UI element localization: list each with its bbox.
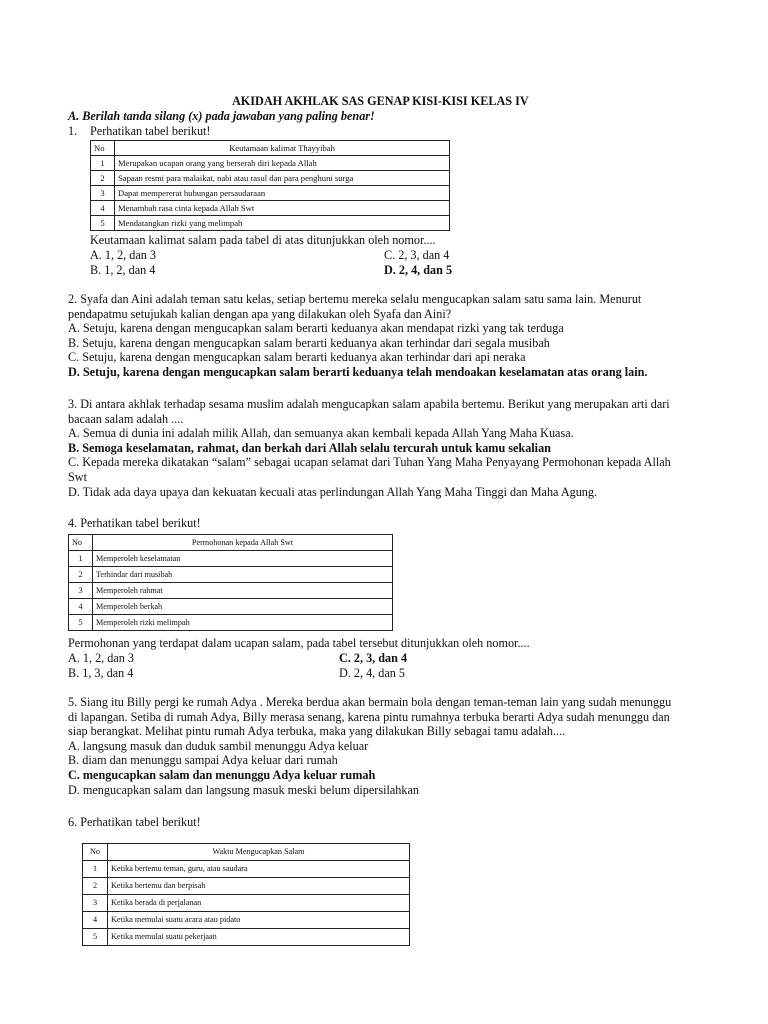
- q2-text-line: pendapatmu setujukah kalian dengan apa yang dilakukan oleh Syafa dan Aini?: [68, 306, 452, 321]
- instruction: A. Berilah tanda silang (x) pada jawaban yang paling benar!: [68, 109, 375, 123]
- table-row: [83, 895, 410, 912]
- table-header-row: [83, 844, 410, 861]
- table-cell-text: Merupakan ucapan orang yang berserah diri kepada Allah: [115, 156, 450, 171]
- q5-option-a: A. langsung masuk dan duduk sambil menunggu Adya keluar: [68, 738, 369, 753]
- q3-option-c-cont: Swt: [68, 469, 87, 484]
- table-cell-text: Ketika berada di perjalanan: [108, 895, 410, 912]
- table-cell-no: 4: [91, 201, 115, 216]
- table-cell-text: Ketika memulai suatu pekerjaan: [108, 929, 410, 946]
- table-cell-text: Menambah rasa cinta kepada Allah Swt: [115, 201, 450, 216]
- table-cell-no: 4: [83, 912, 108, 929]
- q4-prompt: 4. Perhatikan tabel berikut!: [68, 516, 201, 530]
- table-row: [91, 201, 450, 216]
- table-row: [91, 186, 450, 201]
- q4-option-c-answer: C. 2, 3, dan 4: [339, 651, 408, 665]
- table-row: [91, 171, 450, 186]
- q4-option-b: B. 1, 3, dan 4: [68, 666, 134, 680]
- table-cell-no: 5: [83, 929, 108, 946]
- table-cell-no: 5: [69, 615, 93, 631]
- q4-option-a: A. 1, 2, dan 3: [68, 651, 135, 665]
- question-3: [68, 397, 698, 499]
- table-row: [83, 929, 410, 946]
- q5-text-line: siap berangkat. Melihat pintu rumah Adya terbuka, maka yang dilakukan Billy sebagai tamu adalah....: [68, 724, 566, 739]
- table-cell-no: 3: [91, 186, 115, 201]
- q1-option-a: A. 1, 2, dan 3: [90, 248, 157, 262]
- q5-option-c-answer: C. mengucapkan salam dan menunggu Adya keluar rumah: [68, 767, 376, 782]
- table-row: [69, 615, 393, 631]
- q1-number: 1.: [68, 124, 78, 138]
- q5-text-line: 5. Siang itu Billy pergi ke rumah Adya . Mereka berdua akan bermain bola dengan teman-teman lain yang sudah menunggu: [68, 695, 672, 709]
- q4-table: [68, 534, 393, 631]
- table-cell-text: Sapaan resmi para malaikat, nabi atau rasul dan para penghuni surga: [115, 171, 450, 186]
- q5-text-line: di lapangan. Setiba di rumah Adya, Billy merasa senang, karena pintu rumahnya terbuka berarti Adya sudah menunggu dan: [68, 709, 670, 724]
- q1-prompt: Perhatikan tabel berikut!: [90, 124, 211, 138]
- q4-question: Permohonan yang terdapat dalam ucapan salam, pada tabel tersebut ditunjukkan oleh nomor....: [68, 636, 530, 650]
- q2-option-b: B. Setuju, karena dengan mengucapkan salam berarti keduanya akan terhindar dari segala musibah: [68, 335, 550, 350]
- table-cell-no: 1: [83, 861, 108, 878]
- table-row: [83, 912, 410, 929]
- q1-question: Keutamaan kalimat salam pada tabel di atas ditunjukkan oleh nomor....: [90, 233, 436, 247]
- table-cell-no: 1: [69, 551, 93, 567]
- table-cell-text: Mendatangkan rizki yang melimpah: [115, 216, 450, 231]
- table-header-row: [91, 141, 450, 156]
- table-cell-no: 1: [91, 156, 115, 171]
- table-cell-text: Dapat mempererat hubungan persaudaraan: [115, 186, 450, 201]
- table-row: [91, 156, 450, 171]
- table-cell-no: 4: [69, 599, 93, 615]
- q5-option-d: D. mengucapkan salam dan langsung masuk meski belum dipersilahkan: [68, 782, 419, 797]
- table-header-row: [69, 535, 393, 551]
- q3-option-c: C. Kepada mereka dikatakan “salam” sebagai ucapan selamat dari Tuhan Yang Maha Penyayang Permohonan kepada Allah: [68, 455, 671, 470]
- table-cell-no: 3: [83, 895, 108, 912]
- page-title: AKIDAH AKHLAK SAS GENAP KISI-KISI KELAS IV: [232, 94, 529, 108]
- table-cell-text: Memperoleh rizki melimpah: [93, 615, 393, 631]
- table-cell-text: Memperoleh keselamatan: [93, 551, 393, 567]
- table-row: [69, 583, 393, 599]
- q3-option-d: D. Tidak ada daya upaya dan kekuatan kecuali atas perlindungan Allah Yang Maha Tinggi dan Maha Agung.: [68, 484, 598, 499]
- table-header-title: Permohonan kepada Allah Swt: [93, 535, 393, 551]
- table-row: [69, 551, 393, 567]
- q3-text-line: bacaan salam adalah ....: [68, 411, 184, 426]
- q1-option-c: C. 2, 3, dan 4: [384, 248, 450, 262]
- question-5: [68, 695, 698, 797]
- table-cell-text: Terhindar dari musibah: [93, 567, 393, 583]
- q3-option-b-answer: B. Semoga keselamatan, rahmat, dan berkah dari Allah selalu tercurah untuk kamu sekalian: [68, 440, 551, 455]
- q1-option-d-answer: D. 2, 4, dan 5: [384, 263, 453, 277]
- q6-prompt: 6. Perhatikan tabel berikut!: [68, 815, 201, 829]
- q4-option-d: D. 2, 4, dan 5: [339, 666, 406, 680]
- table-header-no: No: [69, 535, 93, 551]
- q3-text-line: 3. Di antara akhlak terhadap sesama muslim adalah mengucapkan salam apabila bertemu. Berikut yang merupakan arti dari: [68, 397, 670, 411]
- table-cell-no: 5: [91, 216, 115, 231]
- table-cell-no: 2: [69, 567, 93, 583]
- q2-text-line: 2. Syafa dan Aini adalah teman satu kelas, setiap bertemu mereka selalu mengucapkan salam satu sama lain. Menurut: [68, 292, 642, 306]
- question-2: [68, 292, 698, 380]
- table-cell-no: 2: [91, 171, 115, 186]
- table-cell-text: Ketika bertemu dan berpisah: [108, 878, 410, 895]
- table-row: [83, 861, 410, 878]
- q2-option-d-answer: D. Setuju, karena dengan mengucapkan salam berarti keduanya telah mendoakan keselamatan atas orang lain.: [68, 364, 648, 379]
- table-header-no: No: [91, 141, 115, 156]
- q5-option-b: B. diam dan menunggu sampai Adya keluar dari rumah: [68, 753, 338, 768]
- q2-option-a: A. Setuju, karena dengan mengucapkan salam berarti keduanya akan mendapat rizki yang tak terduga: [68, 321, 564, 336]
- table-cell-text: Memperoleh berkah: [93, 599, 393, 615]
- table-row: [83, 878, 410, 895]
- q3-option-a: A. Semua di dunia ini adalah milik Allah, dan semuanya akan kembali kepada Allah Yang Maha Kuasa.: [68, 426, 574, 441]
- q1-table: [90, 140, 450, 231]
- table-header-title: Keutamaan kalimat Thayyibah: [115, 141, 450, 156]
- table-row: [69, 567, 393, 583]
- q6-table: [82, 843, 410, 946]
- table-row: [69, 599, 393, 615]
- table-cell-no: 2: [83, 878, 108, 895]
- table-header-no: No: [83, 844, 108, 861]
- table-row: [91, 216, 450, 231]
- table-cell-no: 3: [69, 583, 93, 599]
- table-cell-text: Ketika bertemu teman, guru, atau saudara: [108, 861, 410, 878]
- table-header-title: Waktu Mengucapkan Salam: [108, 844, 410, 861]
- q2-option-c: C. Setuju, karena dengan mengucapkan salam berarti keduanya akan terhindar dari api neraka: [68, 350, 526, 365]
- table-cell-text: Ketika memulai suatu acara atau pidato: [108, 912, 410, 929]
- table-cell-text: Memperoleh rahmat: [93, 583, 393, 599]
- q1-option-b: B. 1, 2, dan 4: [90, 263, 156, 277]
